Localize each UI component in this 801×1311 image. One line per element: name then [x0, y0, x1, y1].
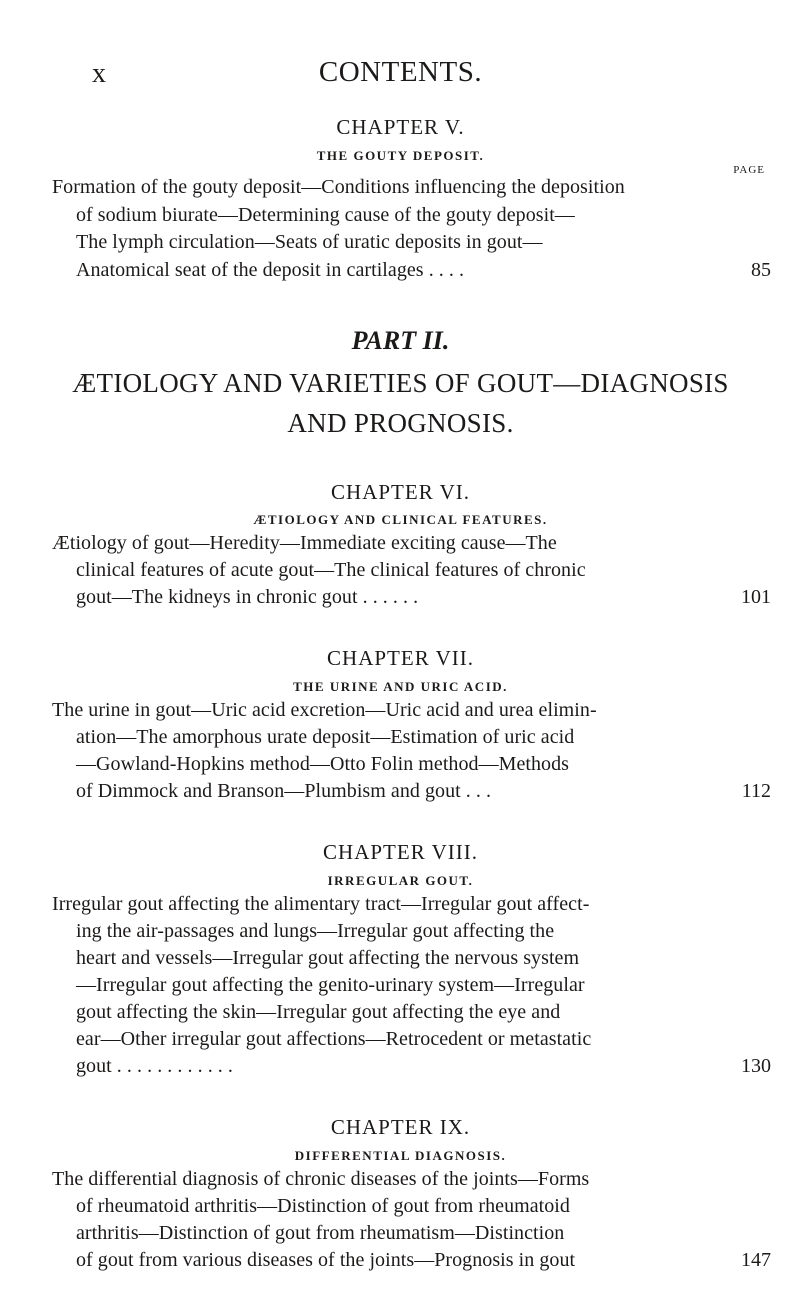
chapter-8-line: heart and vessels—Irregular gout affecting the nervous system — [76, 947, 580, 969]
chapter-5-subtitle: THE GOUTY DEPOSIT. — [316, 148, 485, 163]
chapter-8-line: gout . . . . . . . . . . . . — [76, 1055, 233, 1077]
part-2-heading: PART II. — [351, 326, 450, 355]
chapter-7-heading: CHAPTER VII. — [327, 646, 474, 670]
chapter-8-heading: CHAPTER VIII. — [323, 840, 478, 864]
chapter-7-line: The urine in gout—Uric acid excretion—Uric acid and urea elimin- — [52, 699, 597, 721]
chapter-9-line: of gout from various diseases of the joints—Prognosis in gout — [76, 1249, 576, 1271]
chapter-7-line: ation—The amorphous urate deposit—Estimation of uric acid — [76, 726, 575, 748]
part-2-title-line: ÆTIOLOGY AND VARIETIES OF GOUT—DIAGNOSIS — [72, 368, 729, 398]
chapter-6-line: clinical features of acute gout—The clinical features of chronic — [76, 559, 586, 581]
chapter-5-line: The lymph circulation—Seats of uratic deposits in gout— — [76, 231, 543, 253]
chapter-8-subtitle: IRREGULAR GOUT. — [327, 873, 474, 888]
chapter-6-page-ref: 101 — [741, 586, 771, 608]
chapter-5-line: Formation of the gouty deposit—Conditions influencing the deposition — [52, 176, 625, 198]
chapter-7-subtitle: THE URINE AND URIC ACID. — [293, 679, 508, 694]
chapter-6-line: gout—The kidneys in chronic gout . . . . . . — [76, 586, 419, 608]
chapter-8-page-ref: 130 — [741, 1055, 771, 1077]
chapter-7-page-ref: 112 — [741, 780, 771, 802]
chapter-7-line: —Gowland-Hopkins method—Otto Folin method—Methods — [76, 753, 569, 775]
chapter-9-line: arthritis—Distinction of gout from rheumatism—Distinction — [76, 1222, 565, 1244]
chapter-5-page-ref: 85 — [751, 259, 771, 281]
page-number: x — [92, 58, 106, 89]
chapter-5-heading: CHAPTER V. — [336, 115, 465, 139]
chapter-6-heading: CHAPTER VI. — [331, 480, 470, 504]
chapter-6-line: Ætiology of gout—Heredity—Immediate exciting cause—The — [52, 532, 557, 554]
chapter-7-line: of Dimmock and Branson—Plumbism and gout . . . — [76, 780, 492, 802]
part-2-title-line: AND PROGNOSIS. — [287, 408, 514, 438]
chapter-8-line: gout affecting the skin—Irregular gout affecting the eye and — [76, 1001, 561, 1023]
chapter-9-line: of rheumatoid arthritis—Distinction of gout from rheumatoid — [76, 1195, 570, 1217]
chapter-8-line: —Irregular gout affecting the genito-urinary system—Irregular — [76, 974, 585, 996]
chapter-6-subtitle: ÆTIOLOGY AND CLINICAL FEATURES. — [253, 512, 548, 527]
chapter-9-heading: CHAPTER IX. — [330, 1115, 471, 1139]
chapter-9-line: The differential diagnosis of chronic diseases of the joints—Forms — [52, 1168, 590, 1190]
running-title: CONTENTS. — [318, 56, 483, 88]
chapter-5-line: Anatomical seat of the deposit in cartilages . . . . — [76, 259, 465, 281]
page-column-label: PAGE — [733, 164, 765, 176]
chapter-8-line: Irregular gout affecting the alimentary tract—Irregular gout affect- — [52, 893, 590, 915]
chapter-9-subtitle: DIFFERENTIAL DIAGNOSIS. — [294, 1148, 507, 1163]
chapter-8-line: ing the air-passages and lungs—Irregular gout affecting the — [76, 920, 555, 942]
chapter-8-line: ear—Other irregular gout affections—Retrocedent or metastatic — [76, 1028, 592, 1050]
chapter-5-line: of sodium biurate—Determining cause of the gouty deposit— — [76, 204, 575, 226]
chapter-9-page-ref: 147 — [741, 1249, 771, 1271]
